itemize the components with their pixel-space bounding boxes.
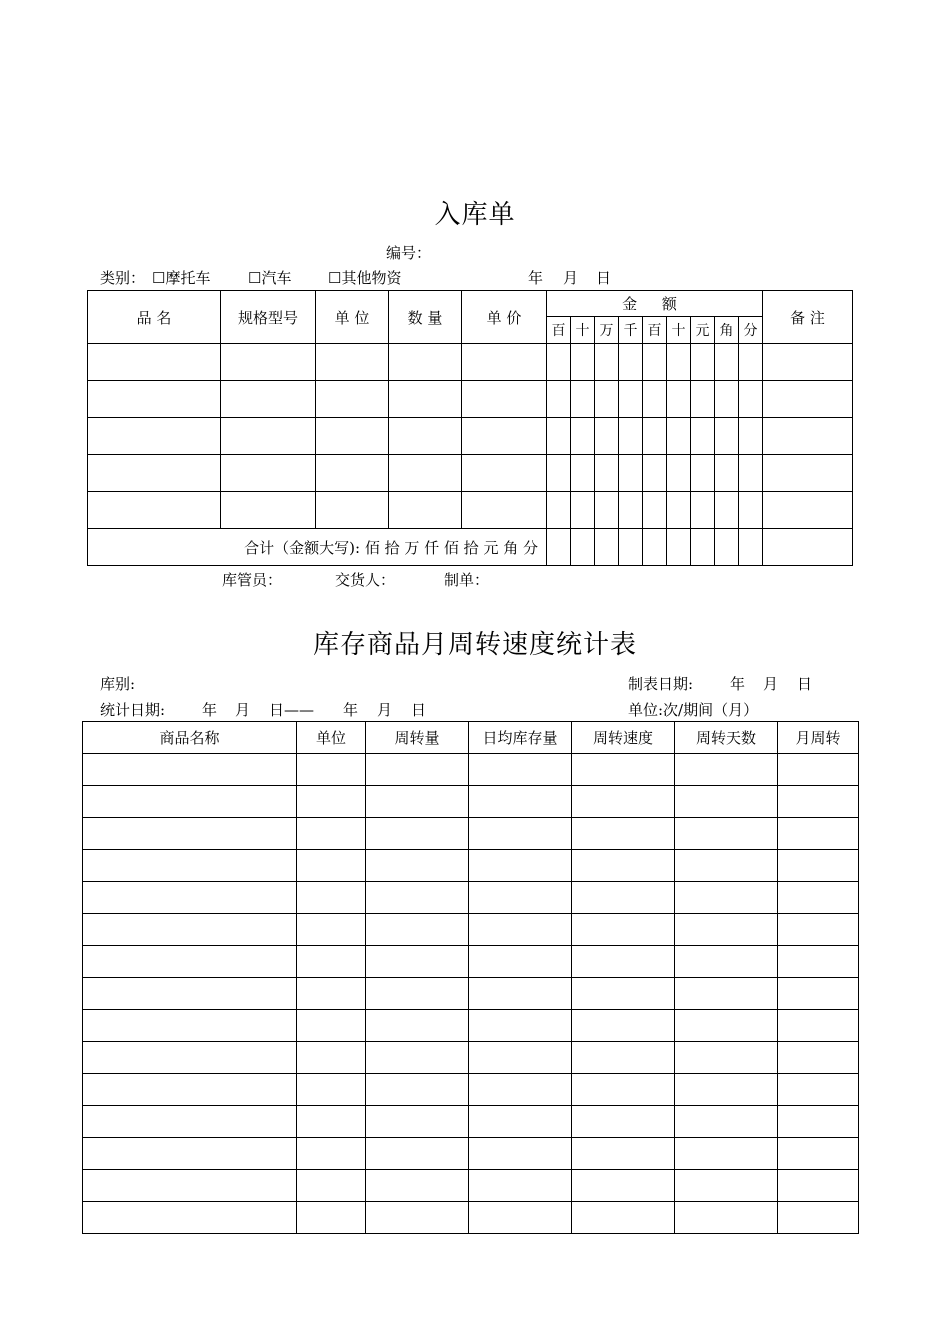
table-cell[interactable] — [572, 1042, 675, 1074]
table-cell[interactable] — [619, 455, 643, 492]
table-cell[interactable] — [366, 850, 469, 882]
table-row — [83, 1074, 859, 1106]
digit-hundred-wan: 百 — [547, 317, 571, 344]
total-label: 合计（金额大写): 佰 拾 万 仟 佰 拾 元 角 分 — [88, 529, 547, 566]
table-cell[interactable] — [366, 818, 469, 850]
made-date-label: 制表日期: — [628, 675, 694, 693]
table-cell[interactable] — [572, 978, 675, 1010]
table-cell[interactable] — [619, 418, 643, 455]
receipt-table — [87, 290, 853, 344]
table-cell[interactable] — [675, 818, 778, 850]
receipt-date-year: 年 — [528, 269, 544, 287]
receipt-category-label: 类别： — [100, 269, 146, 287]
header-price: 单 价 — [462, 291, 547, 344]
table-cell[interactable] — [619, 381, 643, 418]
period-label: 统计日期: — [100, 701, 166, 719]
table-cell[interactable] — [462, 492, 547, 529]
table-cell[interactable] — [572, 1170, 675, 1202]
table-cell[interactable] — [778, 1170, 859, 1202]
table-cell[interactable] — [572, 1202, 675, 1234]
table-cell[interactable] — [715, 492, 739, 529]
table-cell[interactable] — [297, 1074, 366, 1106]
table-cell[interactable] — [462, 455, 547, 492]
table-cell[interactable] — [667, 344, 691, 381]
table-cell[interactable] — [739, 344, 763, 381]
table-cell[interactable] — [715, 381, 739, 418]
total-cell[interactable] — [667, 529, 691, 566]
table-cell[interactable] — [88, 418, 221, 455]
table-cell[interactable] — [88, 455, 221, 492]
table-row — [83, 978, 859, 1010]
table-cell[interactable] — [83, 1010, 297, 1042]
receipt-title: 入库单 — [434, 200, 516, 230]
table-cell[interactable] — [675, 1010, 778, 1042]
table-row — [83, 1138, 859, 1170]
table-cell[interactable] — [469, 978, 572, 1010]
made-date-day: 日 — [797, 675, 813, 693]
digit-ten-wan: 十 — [571, 317, 595, 344]
period-from-day: 日—— — [269, 701, 315, 719]
table-cell[interactable] — [83, 754, 297, 786]
table-cell[interactable] — [763, 344, 853, 381]
made-date-month: 月 — [763, 675, 779, 693]
header-qty: 数 量 — [389, 291, 462, 344]
table-cell[interactable] — [469, 1074, 572, 1106]
table-cell[interactable] — [763, 492, 853, 529]
footer-deliverer: 交货人： — [335, 571, 396, 589]
table-cell[interactable] — [675, 882, 778, 914]
table-cell[interactable] — [675, 754, 778, 786]
table-cell[interactable] — [619, 344, 643, 381]
footer-maker: 制单： — [444, 571, 490, 589]
header-unit: 单 位 — [316, 291, 389, 344]
table-cell[interactable] — [643, 418, 667, 455]
table-cell[interactable] — [778, 1074, 859, 1106]
table-cell[interactable] — [469, 1042, 572, 1074]
table-cell[interactable] — [366, 978, 469, 1010]
table-row — [83, 946, 859, 978]
table-row — [83, 786, 859, 818]
table-cell[interactable] — [675, 914, 778, 946]
col-turnover-qty: 周转量 — [366, 722, 469, 754]
table-cell[interactable] — [572, 882, 675, 914]
turnover-title: 库存商品月周转速度统计表 — [312, 630, 637, 660]
digit-thousand: 千 — [619, 317, 643, 344]
table-cell[interactable] — [462, 344, 547, 381]
table-cell[interactable] — [547, 455, 571, 492]
table-cell[interactable] — [778, 1010, 859, 1042]
table-cell[interactable] — [297, 914, 366, 946]
table-cell[interactable] — [297, 786, 366, 818]
table-cell[interactable] — [675, 1170, 778, 1202]
table-row — [83, 1170, 859, 1202]
table-cell[interactable] — [221, 455, 316, 492]
table-cell[interactable] — [83, 1138, 297, 1170]
table-cell[interactable] — [297, 1202, 366, 1234]
table-cell[interactable] — [595, 455, 619, 492]
table-cell[interactable] — [469, 850, 572, 882]
table-cell[interactable] — [643, 344, 667, 381]
table-row — [83, 1202, 859, 1234]
table-cell[interactable] — [778, 818, 859, 850]
table-cell[interactable] — [83, 946, 297, 978]
col-avg-stock: 日均库存量 — [469, 722, 572, 754]
table-cell[interactable] — [366, 1010, 469, 1042]
table-cell[interactable] — [83, 1202, 297, 1234]
table-row — [83, 754, 859, 786]
table-row — [88, 492, 853, 529]
table-cell[interactable] — [778, 1138, 859, 1170]
table-cell[interactable] — [778, 882, 859, 914]
digit-yuan: 元 — [691, 317, 715, 344]
table-cell[interactable] — [667, 455, 691, 492]
table-cell[interactable] — [469, 1106, 572, 1138]
table-cell[interactable] — [572, 1138, 675, 1170]
table-cell[interactable] — [778, 914, 859, 946]
table-cell[interactable] — [763, 455, 853, 492]
table-cell[interactable] — [297, 946, 366, 978]
table-cell[interactable] — [297, 818, 366, 850]
category-other[interactable]: ☐其他物资 — [328, 269, 402, 287]
table-cell[interactable] — [297, 978, 366, 1010]
table-cell[interactable] — [366, 946, 469, 978]
table-cell[interactable] — [778, 946, 859, 978]
table-cell[interactable] — [469, 786, 572, 818]
table-cell[interactable] — [316, 492, 389, 529]
table-cell[interactable] — [675, 1074, 778, 1106]
table-cell[interactable] — [88, 492, 221, 529]
table-cell[interactable] — [469, 882, 572, 914]
table-cell[interactable] — [83, 818, 297, 850]
table-row — [83, 850, 859, 882]
digit-jiao: 角 — [715, 317, 739, 344]
table-cell[interactable] — [389, 492, 462, 529]
table-cell[interactable] — [715, 344, 739, 381]
table-row — [83, 1010, 859, 1042]
table-cell[interactable] — [715, 455, 739, 492]
col-product-name: 商品名称 — [83, 722, 297, 754]
table-row — [88, 418, 853, 455]
table-cell[interactable] — [675, 978, 778, 1010]
table-cell[interactable] — [462, 418, 547, 455]
table-cell[interactable] — [691, 381, 715, 418]
table-cell[interactable] — [297, 882, 366, 914]
table-cell[interactable] — [83, 1106, 297, 1138]
total-cell[interactable] — [739, 529, 763, 566]
table-cell[interactable] — [778, 1202, 859, 1234]
table-row — [88, 381, 853, 418]
made-date-year: 年 — [730, 675, 746, 693]
total-cell[interactable] — [691, 529, 715, 566]
table-cell[interactable] — [595, 418, 619, 455]
table-cell[interactable] — [643, 455, 667, 492]
table-cell[interactable] — [643, 381, 667, 418]
table-cell[interactable] — [297, 1170, 366, 1202]
footer-keeper: 库管员： — [222, 571, 283, 589]
table-cell[interactable] — [297, 754, 366, 786]
table-cell[interactable] — [469, 818, 572, 850]
col-unit: 单位 — [297, 722, 366, 754]
table-cell[interactable] — [316, 381, 389, 418]
total-cell[interactable] — [547, 529, 571, 566]
table-cell[interactable] — [547, 418, 571, 455]
table-cell[interactable] — [572, 818, 675, 850]
table-cell[interactable] — [297, 1042, 366, 1074]
digit-fen: 分 — [739, 317, 763, 344]
table-cell[interactable] — [643, 492, 667, 529]
table-cell[interactable] — [366, 1106, 469, 1138]
turnover-table — [82, 721, 859, 1234]
table-cell[interactable] — [83, 1074, 297, 1106]
table-cell[interactable] — [366, 1074, 469, 1106]
table-cell[interactable] — [462, 381, 547, 418]
table-cell[interactable] — [572, 850, 675, 882]
total-cell[interactable] — [595, 529, 619, 566]
table-cell[interactable] — [469, 1010, 572, 1042]
table-row — [83, 1106, 859, 1138]
table-cell[interactable] — [595, 381, 619, 418]
table-cell[interactable] — [739, 381, 763, 418]
table-cell[interactable] — [778, 1106, 859, 1138]
col-monthly-turnover: 月周转 — [778, 722, 859, 754]
table-cell[interactable] — [366, 1042, 469, 1074]
table-row — [83, 818, 859, 850]
table-cell[interactable] — [221, 381, 316, 418]
table-cell[interactable] — [221, 344, 316, 381]
table-cell[interactable] — [763, 418, 853, 455]
table-cell[interactable] — [572, 1074, 675, 1106]
table-cell[interactable] — [715, 418, 739, 455]
table-cell[interactable] — [778, 786, 859, 818]
table-cell[interactable] — [571, 455, 595, 492]
table-cell[interactable] — [778, 754, 859, 786]
table-cell[interactable] — [778, 1042, 859, 1074]
category-motorcycle[interactable]: ☐摩托车 — [152, 269, 211, 287]
table-cell[interactable] — [83, 1042, 297, 1074]
header-amount: 金 额 — [547, 291, 763, 317]
table-cell[interactable] — [572, 1010, 675, 1042]
table-cell[interactable] — [691, 492, 715, 529]
period-to-day: 日 — [411, 701, 427, 719]
table-cell[interactable] — [571, 381, 595, 418]
receipt-number-label: 编号： — [386, 244, 432, 262]
table-cell[interactable] — [691, 344, 715, 381]
table-cell[interactable] — [571, 344, 595, 381]
receipt-date-month: 月 — [563, 269, 579, 287]
table-cell[interactable] — [778, 850, 859, 882]
table-cell[interactable] — [675, 1202, 778, 1234]
table-cell[interactable] — [667, 418, 691, 455]
table-cell[interactable] — [366, 1170, 469, 1202]
digit-wan: 万 — [595, 317, 619, 344]
table-row — [83, 882, 859, 914]
table-cell[interactable] — [316, 344, 389, 381]
table-cell[interactable] — [667, 381, 691, 418]
table-row — [83, 914, 859, 946]
table-cell[interactable] — [675, 946, 778, 978]
table-cell[interactable] — [691, 418, 715, 455]
table-row — [88, 344, 853, 381]
table-cell[interactable] — [675, 786, 778, 818]
table-cell[interactable] — [547, 344, 571, 381]
period-from-year: 年 — [202, 701, 218, 719]
table-cell[interactable] — [316, 418, 389, 455]
table-cell[interactable] — [297, 850, 366, 882]
table-cell[interactable] — [572, 914, 675, 946]
table-cell[interactable] — [221, 492, 316, 529]
table-cell[interactable] — [739, 492, 763, 529]
header-name: 品 名 — [88, 291, 221, 344]
total-cell[interactable] — [763, 529, 853, 566]
period-from-month: 月 — [235, 701, 251, 719]
header-remark: 备 注 — [763, 291, 853, 344]
digit-hundred: 百 — [643, 317, 667, 344]
total-cell[interactable] — [715, 529, 739, 566]
table-cell[interactable] — [739, 455, 763, 492]
total-cell[interactable] — [643, 529, 667, 566]
table-cell[interactable] — [675, 1138, 778, 1170]
table-cell[interactable] — [83, 786, 297, 818]
table-cell[interactable] — [619, 492, 643, 529]
total-cell[interactable] — [571, 529, 595, 566]
table-cell[interactable] — [389, 381, 462, 418]
table-cell[interactable] — [571, 492, 595, 529]
table-cell[interactable] — [297, 1010, 366, 1042]
table-cell[interactable] — [547, 492, 571, 529]
table-cell[interactable] — [469, 1138, 572, 1170]
table-cell[interactable] — [572, 754, 675, 786]
table-cell[interactable] — [88, 344, 221, 381]
table-cell[interactable] — [739, 418, 763, 455]
table-cell[interactable] — [83, 882, 297, 914]
table-cell[interactable] — [297, 1106, 366, 1138]
table-cell[interactable] — [316, 455, 389, 492]
table-cell[interactable] — [366, 882, 469, 914]
table-cell[interactable] — [667, 492, 691, 529]
receipt-date-day: 日 — [596, 269, 612, 287]
col-turnover-days: 周转天数 — [675, 722, 778, 754]
table-cell[interactable] — [572, 1106, 675, 1138]
table-cell[interactable] — [88, 381, 221, 418]
table-cell[interactable] — [366, 786, 469, 818]
table-cell[interactable] — [547, 381, 571, 418]
table-cell[interactable] — [572, 786, 675, 818]
table-cell[interactable] — [83, 850, 297, 882]
table-cell[interactable] — [366, 754, 469, 786]
total-cell[interactable] — [619, 529, 643, 566]
table-cell[interactable] — [595, 492, 619, 529]
table-cell[interactable] — [595, 344, 619, 381]
warehouse-label: 库别: — [100, 675, 136, 693]
receipt-body-table — [87, 343, 853, 566]
table-cell[interactable] — [297, 1138, 366, 1170]
table-cell[interactable] — [389, 344, 462, 381]
table-cell[interactable] — [675, 1106, 778, 1138]
table-row — [88, 455, 853, 492]
table-cell[interactable] — [691, 455, 715, 492]
category-car[interactable]: ☐汽车 — [248, 269, 292, 287]
table-cell[interactable] — [366, 1202, 469, 1234]
table-cell[interactable] — [83, 914, 297, 946]
unit-note: 单位:次/期间（月） — [628, 701, 759, 719]
table-cell[interactable] — [389, 418, 462, 455]
table-row — [83, 1042, 859, 1074]
table-cell[interactable] — [366, 1138, 469, 1170]
table-cell[interactable] — [763, 381, 853, 418]
period-to-month: 月 — [377, 701, 393, 719]
table-cell[interactable] — [83, 978, 297, 1010]
table-cell[interactable] — [83, 1170, 297, 1202]
table-cell[interactable] — [366, 914, 469, 946]
table-cell[interactable] — [469, 946, 572, 978]
col-turnover-speed: 周转速度 — [572, 722, 675, 754]
table-cell[interactable] — [221, 418, 316, 455]
table-cell[interactable] — [675, 1042, 778, 1074]
table-cell[interactable] — [571, 418, 595, 455]
table-cell[interactable] — [469, 914, 572, 946]
digit-ten: 十 — [667, 317, 691, 344]
table-cell[interactable] — [469, 754, 572, 786]
table-cell[interactable] — [469, 1202, 572, 1234]
period-to-year: 年 — [343, 701, 359, 719]
table-cell[interactable] — [778, 978, 859, 1010]
table-cell[interactable] — [675, 850, 778, 882]
table-cell[interactable] — [469, 1170, 572, 1202]
table-cell[interactable] — [572, 946, 675, 978]
header-spec: 规格型号 — [221, 291, 316, 344]
table-cell[interactable] — [389, 455, 462, 492]
